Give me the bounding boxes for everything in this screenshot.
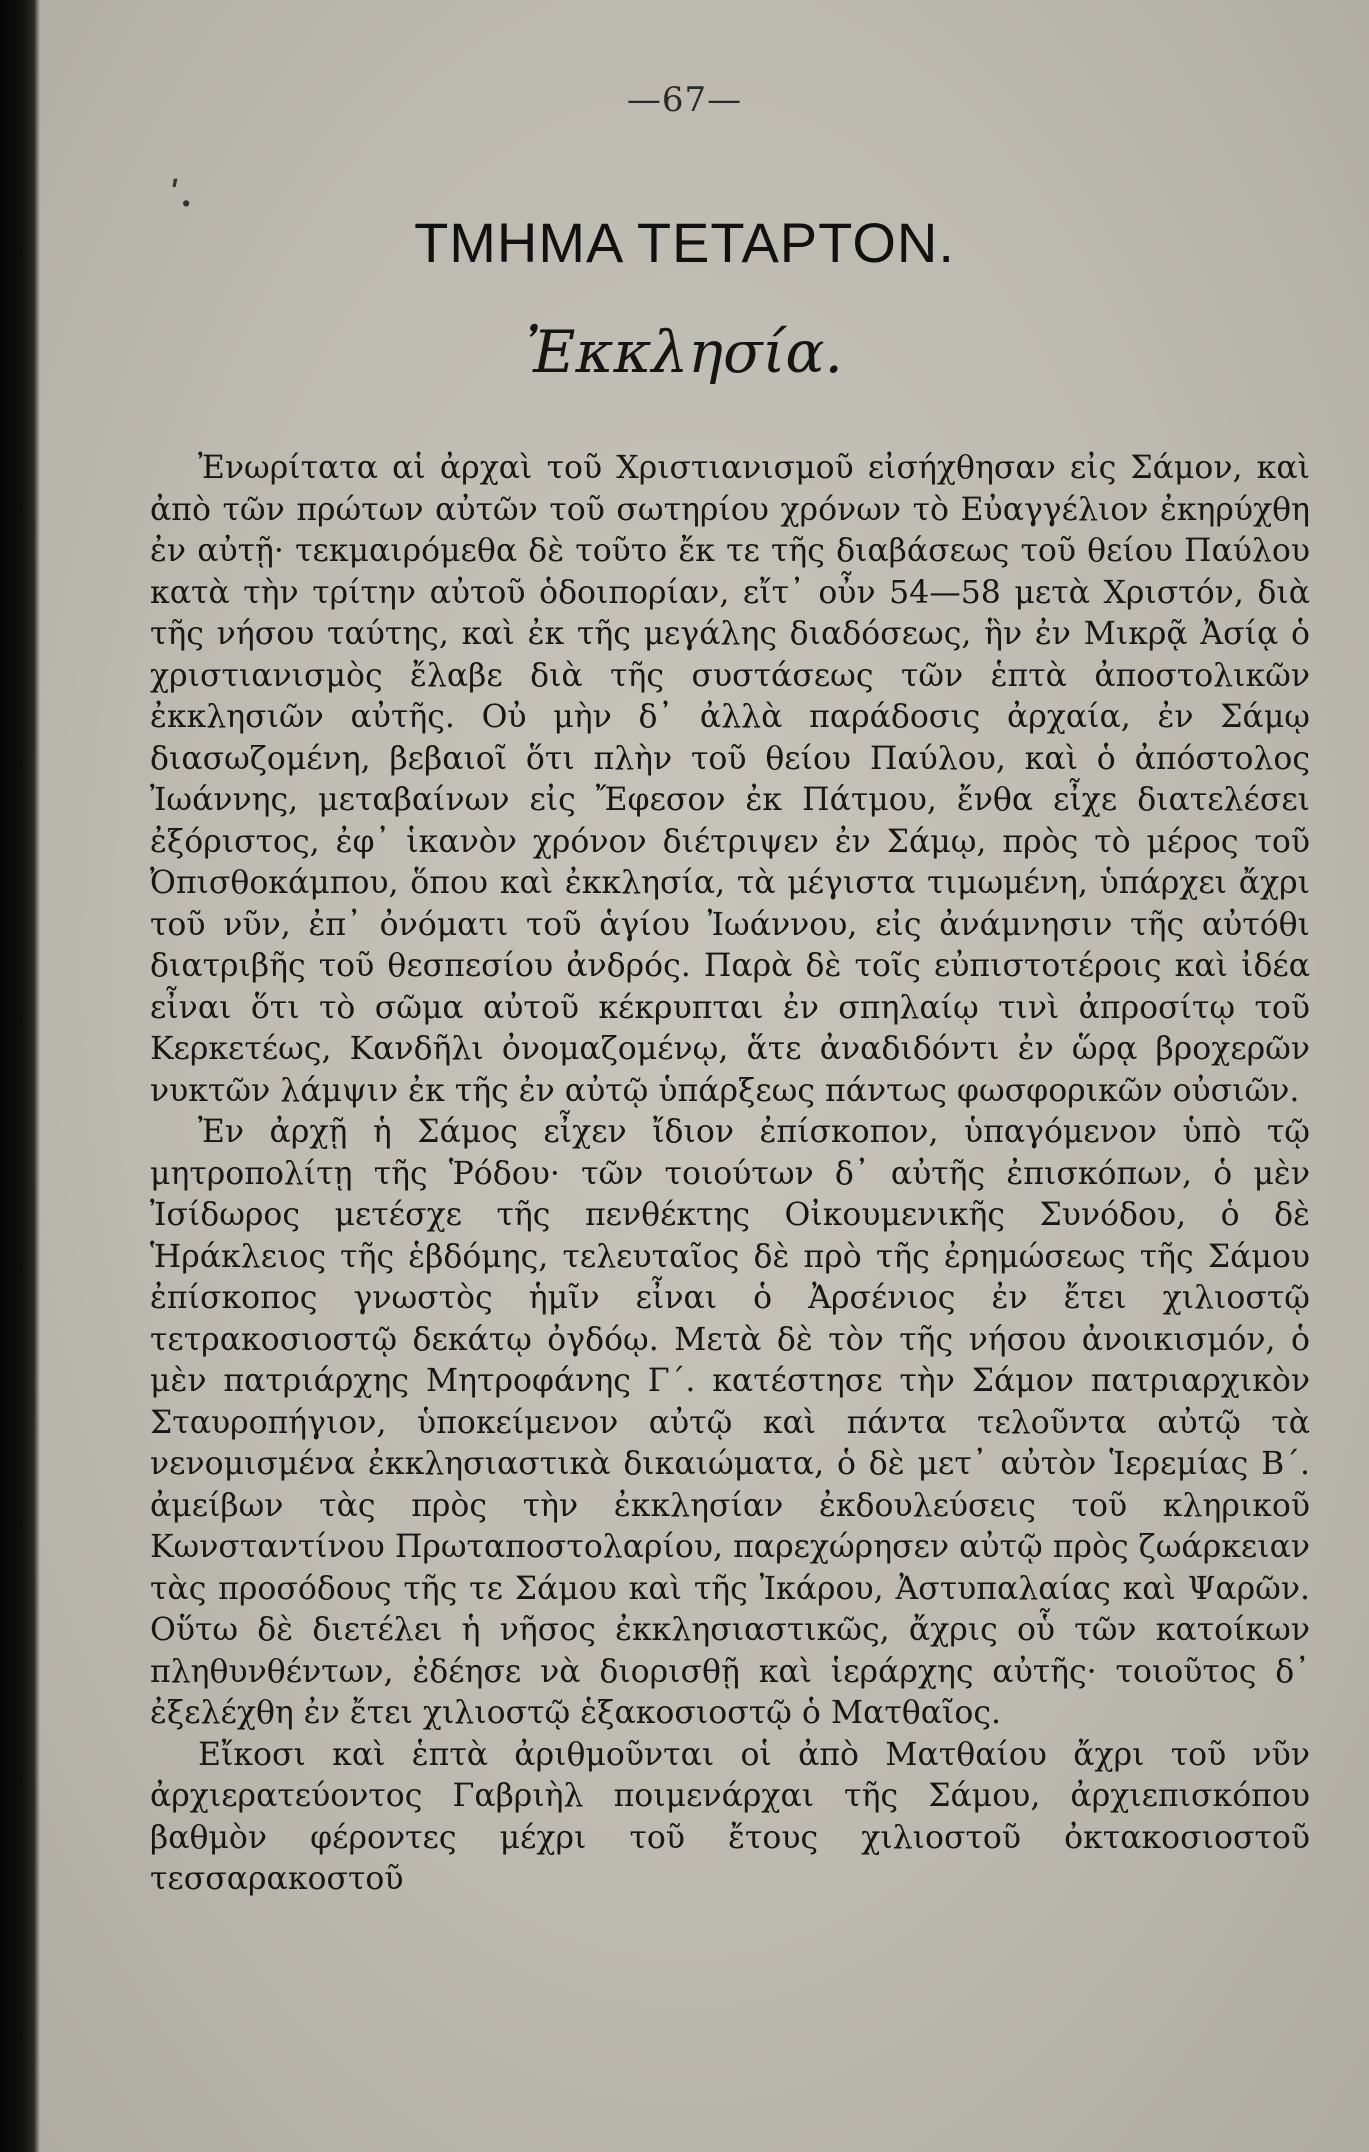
section-title: ΤΜΗΜΑ ΤΕΤΑΡΤΟΝ. — [414, 211, 955, 274]
paragraph-early-christianity: Ἐνωρίτατα αἱ ἀρχαὶ τοῦ Χριστιανισμοῦ εἰσήχθησαν εἰς Σάμον, καὶ ἀπὸ τῶν πρώτων αὐτῶν τοῦ σωτηρίου χρόνων τὸ Εὐαγγέλιον ἐκηρύχθη ἐν αὐτῇ· τεκμαιρόμεθα δὲ τοῦτο ἔκ τε τῆς διαβάσεως τοῦ θείου Παύλου κατὰ τὴν τρίτην αὐτοῦ ὁδοιπορίαν, εἴτ᾽ οὖν 54—58 μετὰ Χριστόν, διὰ τῆς νήσου ταύτης, καὶ ἐκ τῆς μεγάλης διαδόσεως, ἣν ἐν Μικρᾷ Ἀσίᾳ ὁ χριστιανισμὸς ἔλαβε διὰ τῆς συστάσεως τῶν ἑπτὰ ἀποστολικῶν ἐκκλησιῶν αὐτῆς. Οὐ μὴν δ᾽ ἀλλὰ παράδοσις ἀρχαία, ἐν Σάμῳ διασωζομένη, βεβαιοῖ ὅτι πλὴν τοῦ θείου Παύλου, καὶ ὁ ἀπόστολος Ἰωάννης, μεταβαίνων εἰς Ἔφεσον ἐκ Πάτμου, ἔνθα εἶχε διατελέσει ἐξόριστος, ἐφ᾽ ἱκανὸν χρόνον διέτριψεν ἐν Σάμῳ, πρὸς τὸ μέρος τοῦ Ὀπισθοκάμπου, ὅπου καὶ ἐκκλησία, τὰ μέγιστα τιμωμένη, ὑπάρχει ἄχρι τοῦ νῦν, ἐπ᾽ ὀνόματι τοῦ ἁγίου Ἰωάννου, εἰς ἀνάμνησιν τῆς αὐτόθι διατριβῆς τοῦ θεσπεσίου ἀνδρός. Παρὰ δὲ τοῖς εὐπιστοτέροις καὶ ἰδέα εἶναι ὅτι τὸ σῶμα αὐτοῦ κέκρυπται ἐν σπηλαίῳ τινὶ ἀπροσίτῳ τοῦ Κερκετέως, Κανδῆλι ὀνομαζομένῳ, ἅτε ἀναδιδόντι ἐν ὥρᾳ βροχερῶν νυκτῶν λάμψιν ἐκ τῆς ἐν αὐτῷ ὑπάρξεως πάντως φωσφορικῶν οὐσιῶν. — [150, 450, 1310, 1109]
margin-mark: ʹ. — [170, 175, 193, 215]
page-number: —67— — [626, 80, 743, 120]
body-text — [150, 448, 1310, 1901]
paragraph-hierarchs: Εἴκοσι καὶ ἑπτὰ ἀριθμοῦνται οἱ ἀπὸ Ματθαίου ἄχρι τοῦ νῦν ἀρχιερατεύοντος Γαβριὴλ ποιμενάρχαι τῆς Σάμου, ἀρχιεπισκόπου βαθμὸν φέροντες μέχρι τοῦ ἔτους χιλιοστοῦ ὀκτακοσιοστοῦ τεσσαρακοστοῦ — [150, 1736, 1310, 1897]
section-subtitle: Ἐκκλησία. — [526, 318, 843, 386]
paragraph-bishops: Ἐν ἀρχῇ ἡ Σάμος εἶχεν ἴδιον ἐπίσκοπον, ὑπαγόμενον ὑπὸ τῷ μητροπολίτῃ τῆς Ῥόδου· τῶν τοιούτων δ᾽ αὐτῆς ἐπισκόπων, ὁ μὲν Ἰσίδωρος μετέσχε τῆς πενθέκτης Οἰκουμενικῆς Συνόδου, ὁ δὲ Ἡράκλειος τῆς ἑβδόμης, τελευταῖος δὲ πρὸ τῆς ἐρημώσεως τῆς Σάμου ἐπίσκοπος γνωστὸς ἡμῖν εἶναι ὁ Ἀρσένιος ἐν ἔτει χιλιοστῷ τετρακοσιοστῷ δεκάτῳ ὀγδόῳ. Μετὰ δὲ τὸν τῆς νήσου ἀνοικισμόν, ὁ μὲν πατριάρχης Μητροφάνης Γ΄. κατέστησε τὴν Σάμον πατριαρχικὸν Σταυροπήγιον, ὑποκείμενον αὐτῷ καὶ πάντα τελοῦντα αὐτῷ τὰ νενομισμένα ἐκκλησιαστικὰ δικαιώματα, ὁ δὲ μετ᾽ αὐτὸν Ἱερεμίας Β΄. ἀμείβων τὰς πρὸς τὴν ἐκκλησίαν ἐκδουλεύσεις τοῦ κληρικοῦ Κωνσταντίνου Πρωταποστολαρίου, παρεχώρησεν αὐτῷ πρὸς ζωάρκειαν τὰς προσόδους τῆς τε Σάμου καὶ τῆς Ἰκάρου, Ἀστυπαλαίας καὶ Ψαρῶν. Οὕτω δὲ διετέλει ἡ νῆσος ἐκκλησιαστικῶς, ἄχρις οὗ τῶν κατοίκων πληθυνθέντων, ἐδέησε νὰ διορισθῇ καὶ ἱεράρχης αὐτῆς· τοιοῦτος δ᾽ ἐξελέχθη ἐν ἔτει χιλιοστῷ ἑξακοσιοστῷ ὁ Ματθαῖος. — [150, 1114, 1310, 1731]
